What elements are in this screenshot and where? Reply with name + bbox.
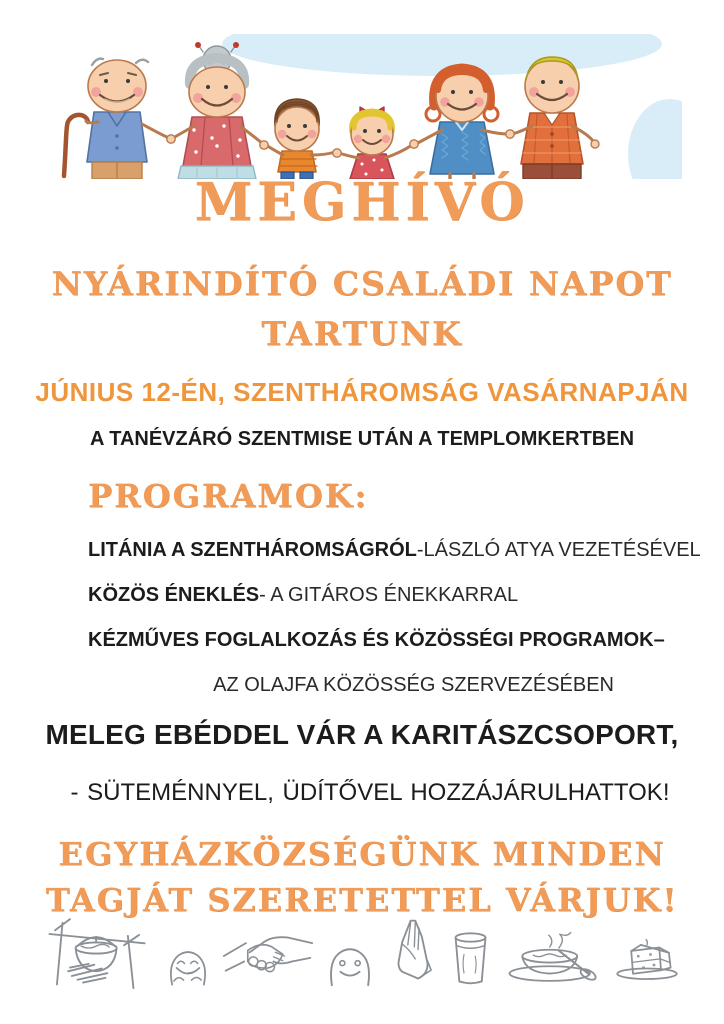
father-figure xyxy=(512,57,599,179)
grandfather-figure xyxy=(64,59,169,179)
program-item-bold-text: KÖZÖS ÉNEKLÉS xyxy=(88,583,260,606)
program-item-regular-text: AZ OLAJFA KÖZÖSSÉG SZERVEZÉSÉBEN xyxy=(213,673,614,696)
closing-line2: TAGJÁT SZERETETTEL VÁRJUK! xyxy=(45,880,679,919)
program-item-olajfa xyxy=(88,674,636,697)
program-item-enekles xyxy=(88,584,636,607)
girl-figure xyxy=(339,107,412,179)
mother-figure xyxy=(416,68,508,179)
closing-line1: EGYHÁZKÖZSÉGÜNK MINDEN xyxy=(58,834,666,873)
hugging-smiley-icon xyxy=(166,946,210,988)
family-illustration xyxy=(42,34,682,179)
lunch-line: MELEG EBÉDDEL VÁR A KARITÁSZCSOPORT, xyxy=(45,718,679,750)
event-date-line: JÚNIUS 12-ÉN, SZENTHÁROMSÁG VASÁRNAPJÁN xyxy=(35,376,689,407)
cauldron-campfire-icon xyxy=(42,906,154,990)
praying-hands-icon xyxy=(386,916,438,986)
program-item-litania xyxy=(88,538,701,562)
footer-icons-row xyxy=(0,906,724,990)
program-item-bold-text: LITÁNIA A SZENTHÁROMSÁGRÓL xyxy=(88,538,417,561)
event-location-line: A TANÉVZÁRÓ SZENTMISE UTÁN A TEMPLOMKERTBEN xyxy=(89,427,635,450)
programs-heading: PROGRAMOK: xyxy=(88,476,369,515)
program-list xyxy=(88,538,701,697)
drink-glass-icon xyxy=(450,930,492,988)
event-headline-line1: NYÁRINDÍTÓ CSALÁDI NAPOT xyxy=(51,263,673,303)
program-item-bold-text: KÉZMŰVES FOGLALKOZÁS ÉS KÖZÖSSÉGI PROGRAMOK– xyxy=(88,628,665,651)
event-headline-line2: TARTUNK xyxy=(261,313,463,353)
boy-figure xyxy=(266,99,335,179)
poster-title: MEGHÍVÓ xyxy=(194,172,530,233)
smiley-face-icon xyxy=(326,944,374,988)
cake-slice-icon xyxy=(612,934,682,982)
program-item-kezmuves xyxy=(88,628,665,652)
cloud-shape xyxy=(628,99,682,179)
handshake-icon xyxy=(222,930,314,982)
event-headline xyxy=(0,259,724,359)
grandmother-figure xyxy=(173,42,263,179)
program-item-regular-text: -LÁSZLÓ ATYA VEZETÉSÉVEL xyxy=(416,538,701,561)
contribution-line: - SÜTEMÉNNYEL, ÜDÍTŐVEL HOZZÁJÁRULHATTOK! xyxy=(70,778,670,806)
program-item-regular-text: - A GITÁROS ÉNEKKARRAL xyxy=(259,583,519,606)
soup-bowl-icon xyxy=(504,932,600,984)
